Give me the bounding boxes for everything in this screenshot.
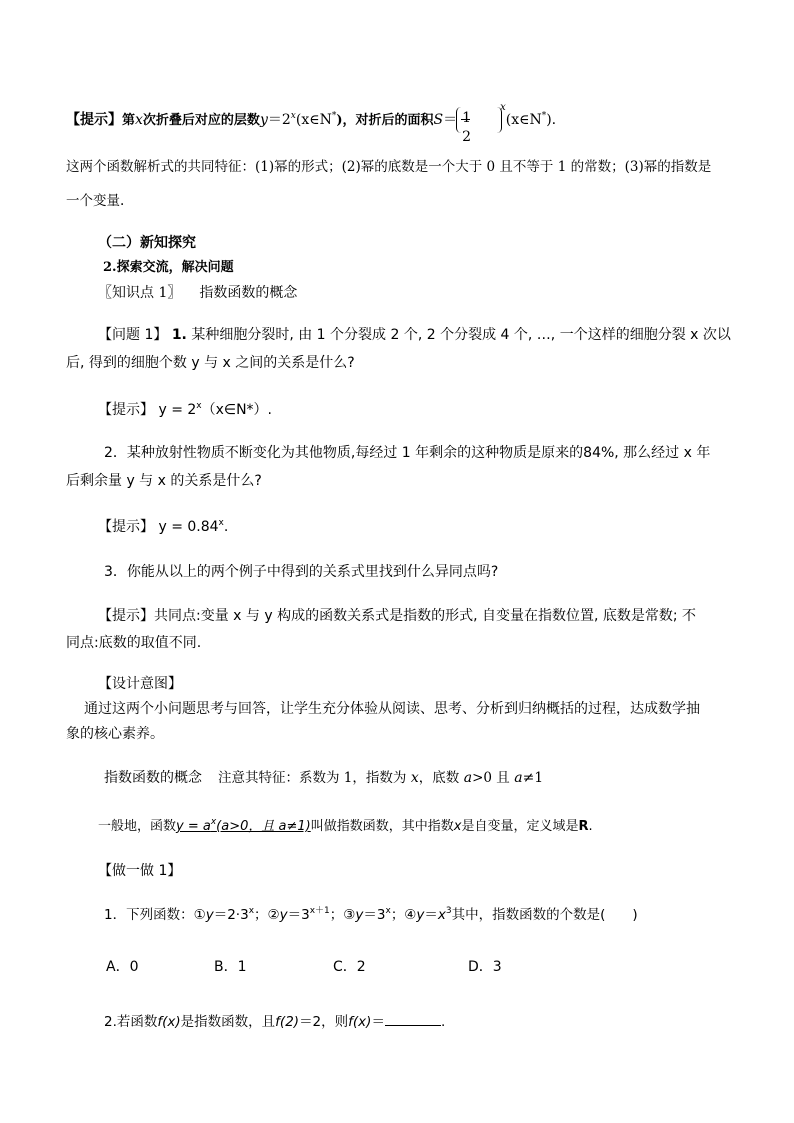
option-c[interactable]: C．2 <box>333 959 366 975</box>
exercise-1: 1．下列函数：$①y=2\cdot 3^x$；$②y=3^{x+1}$；$③y=3^x$；$④y=x^3$其中，指数函数的个数是( ) <box>104 906 638 923</box>
question-2-line2: 后剩余量 y 与 x 的关系是什么? <box>66 473 262 489</box>
knowledge-point-1: 〖知识点 1〗 指数函数的概念 <box>98 285 298 301</box>
question-1-line2: 后, 得到的细胞个数 y 与 x 之间的关系是什么? <box>66 355 355 371</box>
option-a[interactable]: A．0 <box>106 959 139 975</box>
question-2-line1: 2．某种放射性物质不断变化为其他物质,每经过 1 年剩余的这种物质是原来的84%, 那么经过 x 年 <box>104 445 711 461</box>
hint-2: 【提示】 $y = 0.84^x$. <box>98 518 229 535</box>
answer-blank[interactable] <box>385 1012 441 1026</box>
common-features-line2: 一个变量. <box>66 193 125 209</box>
question-1-line1: 【问题 1】 1. 某种细胞分裂时, 由 1 个分裂成 2 个, 2 个分裂成 4 个, …, 一个这样的细胞分裂 x 次以 <box>98 327 731 343</box>
section-heading-new-knowledge: （二）新知探究 <box>98 235 196 251</box>
hint-label: 【提示】 <box>66 112 122 128</box>
design-intent-label: 【设计意图】 <box>98 676 182 692</box>
try-it-label: 【做一做 1】 <box>98 863 182 879</box>
fraction-one-half: 1 2 <box>459 103 473 137</box>
option-b[interactable]: B．1 <box>214 959 247 975</box>
question-3: 3．你能从以上的两个例子中得到的关系式里找到什么异同点吗? <box>104 564 499 580</box>
subheading-explore: 2.探索交流，解决问题 <box>103 260 234 275</box>
design-intent-line2: 象的核心素养。 <box>66 726 164 742</box>
hint-3-line2: 同点:底数的取值不同. <box>66 635 202 651</box>
common-features-line1: 这两个函数解析式的共同特征：(1)幂的形式；(2)幂的底数是一个大于 0 且不等于 1 的常数；(3)幂的指数是 <box>66 159 712 175</box>
definition-formula: $y = a^x(a>0$，且 a≠1) <box>176 817 311 834</box>
concept-heading: 指数函数的概念 注意其特征：系数为 1，指数为 x，底数 a>0 且 a≠1 <box>104 770 544 786</box>
hint-area-formula: 【提示】第x次折叠后对应的层数$y=2^x(x\in N^*)$，对折后的面积S＝ 1 2 $^x$(x∈N*). <box>66 102 557 145</box>
option-d[interactable]: D．3 <box>468 959 502 975</box>
design-intent-line1: 通过这两个小问题思考与回答，让学生充分体验从阅读、思考、分析到归纳概括的过程，达成数学抽 <box>84 701 700 717</box>
hint-text-1: 第 <box>122 113 136 128</box>
hint-1: 【提示】 $y = 2^x(x\in N*)$. <box>98 401 273 418</box>
hint-3-line1: 【提示】共同点:变量 x 与 y 构成的函数关系式是指数的形式, 自变量在指数位置, 底数是常数; 不 <box>98 608 697 624</box>
definition-line: 一般地，函数$y = a^x(a>0$，且 a≠1)叫做指数函数，其中指数x是自变量，定义域是R. <box>98 817 593 834</box>
exercise-2: 2.若函数f(x)是指数函数，且f(2)＝2，则f(x)＝ . <box>104 1014 446 1030</box>
